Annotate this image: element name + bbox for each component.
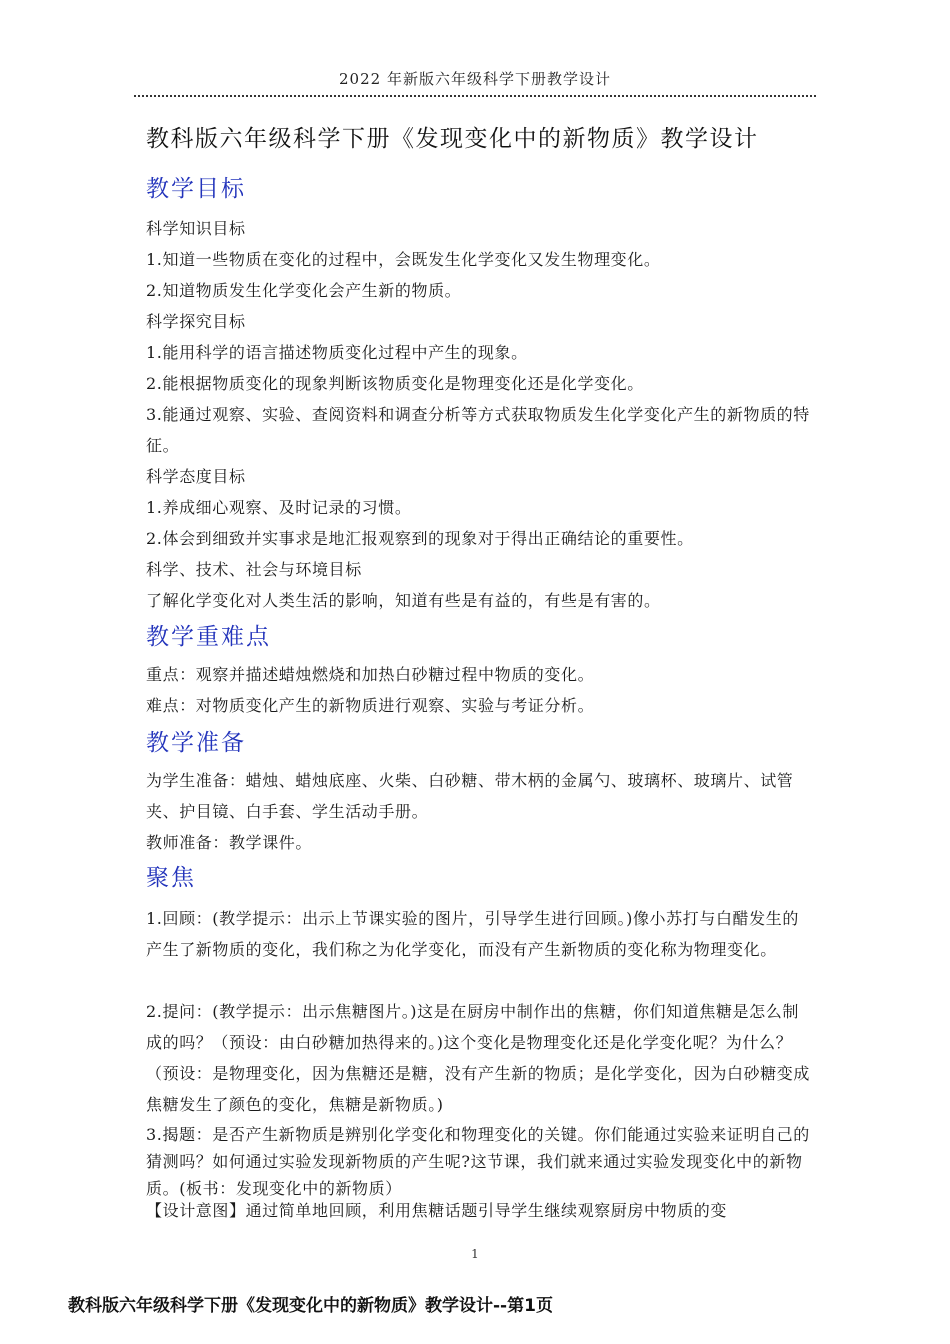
difficult-point: 难点：对物质变化产生的新物质进行观察、实验与考证分析。 [146, 696, 595, 715]
knowledge-goal-label: 科学知识目标 [146, 219, 246, 238]
attitude-goal-2: 2.体会到细致并实事求是地汇报观察到的现象对于得出正确结论的重要性。 [146, 529, 694, 548]
document-title: 教科版六年级科学下册《发现变化中的新物质》教学设计 [146, 126, 759, 152]
sts-goal-1: 了解化学变化对人类生活的影响，知道有些是有益的，有些是有害的。 [146, 591, 661, 610]
focus-topic-paragraph: 3.揭题：是否产生新物质是辨别化学变化和物理变化的关键。你们能通过实验来证明自己的猜测吗？如何通过实验发现新物质的产生呢?这节课，我们就来通过实验发现变化中的新物质。(板书：发现变化中的新物质） [146, 1125, 810, 1198]
attitude-goal-1: 1.养成细心观察、及时记录的习惯。 [146, 498, 412, 517]
section-heading-preparation: 教学准备 [146, 730, 246, 756]
teacher-materials: 教师准备：教学课件。 [146, 833, 313, 852]
inquiry-goal-3: 3.能通过观察、实验、查阅资料和调查分析等方式获取物质发生化学变化产生的新物质的特征。 [146, 405, 810, 455]
knowledge-goal-2: 2.知道物质发生化学变化会产生新的物质。 [146, 281, 462, 300]
section-heading-focus: 聚焦 [146, 865, 196, 891]
focus-review-paragraph: 1.回顾：(教学提示：出示上节课实验的图片，引导学生进行回顾。)像小苏打与白醋发生的产生了新物质的变化，我们称之为化学变化，而没有产生新物质的变化称为物理变化。 [146, 909, 799, 959]
section-heading-objectives: 教学目标 [146, 176, 246, 202]
focus-question-paragraph: 2.提问：(教学提示：出示焦糖图片。)这是在厨房中制作出的焦糖，你们知道焦糖是怎么制成的吗？（预设：由白砂糖加热得来的。)这个变化是物理变化还是化学变化呢？为什么？（预设：是物理变化，因为焦糖还是糖，没有产生新的物质；是化学变化，因为白砂糖变成焦糖发生了颜色的变化，焦糖是新物质。) [146, 1002, 811, 1114]
section-heading-key-points: 教学重难点 [146, 624, 271, 650]
header-divider [134, 95, 816, 97]
footer-title: 教科版六年级科学下册《发现变化中的新物质》教学设计--第1页 [68, 1296, 553, 1316]
inquiry-goal-2: 2.能根据物质变化的现象判断该物质变化是物理变化还是化学变化。 [146, 374, 644, 393]
attitude-goal-label: 科学态度目标 [146, 467, 246, 486]
running-header: 2022 年新版六年级科学下册教学设计 [339, 70, 611, 88]
sts-goal-label: 科学、技术、社会与环境目标 [146, 560, 362, 579]
design-intent-paragraph: 【设计意图】通过简单地回顾，利用焦糖话题引导学生继续观察厨房中物质的变 [146, 1201, 728, 1220]
inquiry-goal-1: 1.能用科学的语言描述物质变化过程中产生的现象。 [146, 343, 528, 362]
inquiry-goal-label: 科学探究目标 [146, 312, 246, 331]
student-materials: 为学生准备：蜡烛、蜡烛底座、火柴、白砂糖、带木柄的金属勺、玻璃杯、玻璃片、试管夹、护目镜、白手套、学生活动手册。 [146, 771, 794, 821]
page-number: 1 [471, 1247, 479, 1261]
key-point: 重点：观察并描述蜡烛燃烧和加热白砂糖过程中物质的变化。 [146, 665, 595, 684]
knowledge-goal-1: 1.知道一些物质在变化的过程中，会既发生化学变化又发生物理变化。 [146, 250, 661, 269]
